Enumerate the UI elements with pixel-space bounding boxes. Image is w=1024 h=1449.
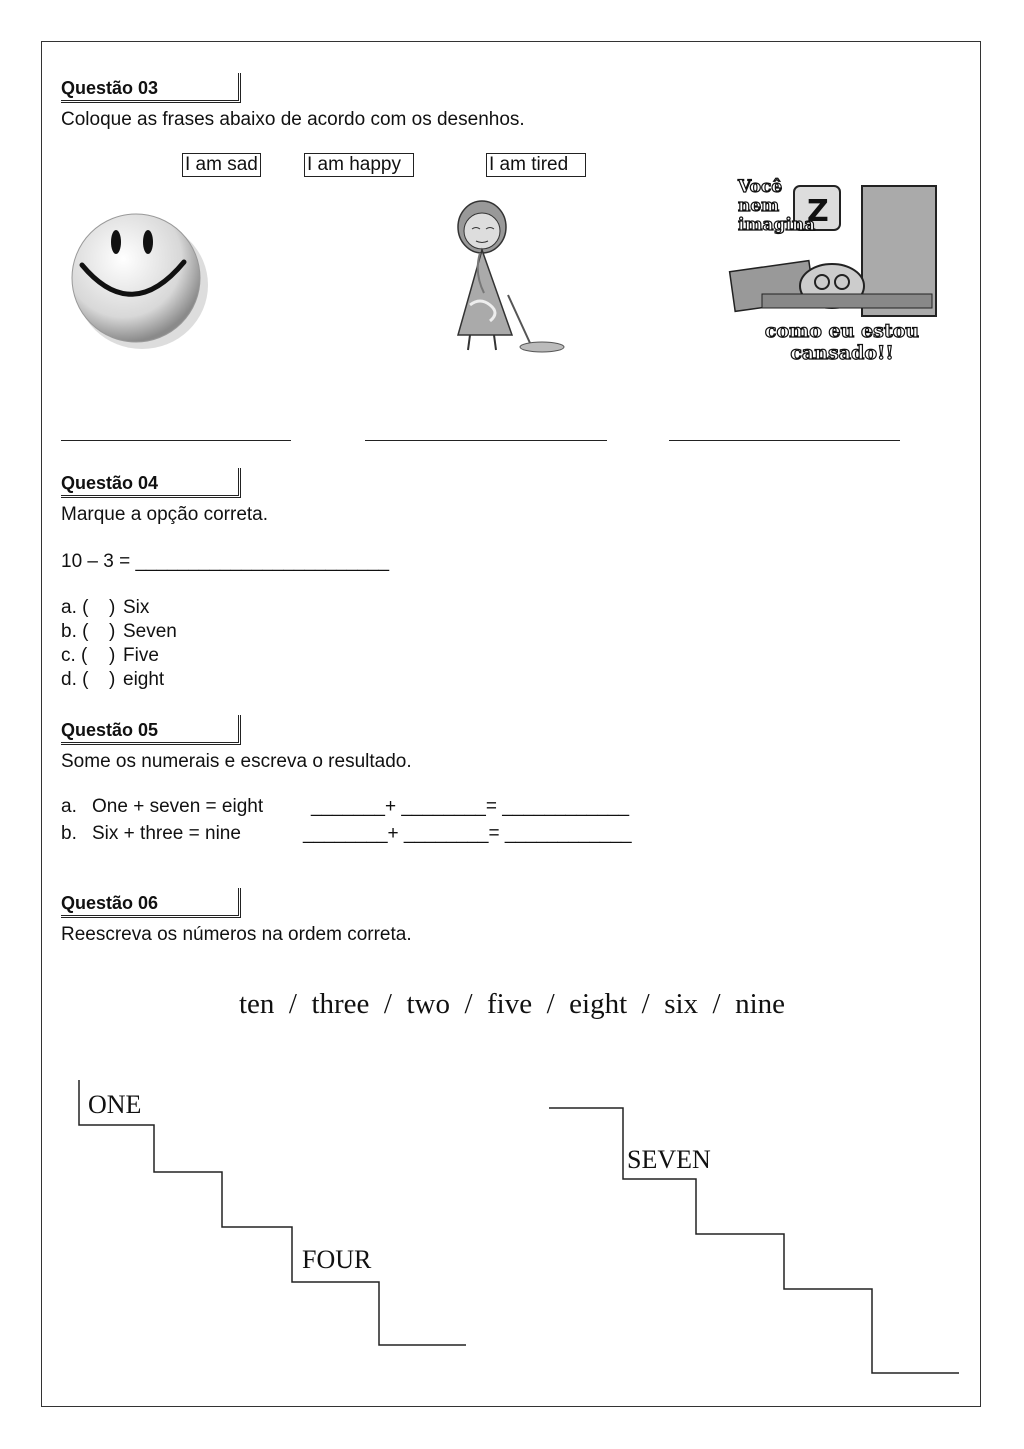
question-04-options (61, 596, 177, 692)
right-staircase (545, 1100, 965, 1380)
option-happy: I am happy (304, 153, 414, 177)
question-03-label: Questão 03 (61, 73, 241, 103)
question-06-label: Questão 06 (61, 888, 241, 918)
sum-item-a-text: One + seven = eight (92, 796, 264, 817)
option-b-close: ) (109, 621, 116, 642)
option-d-close: ) (109, 669, 116, 690)
option-a-text: Six (123, 597, 150, 618)
question-05-instruction: Some os numerais e escreva o resultado. (61, 751, 412, 772)
sum-item-a-prefix: a. (61, 796, 77, 817)
option-sad: I am sad (182, 153, 261, 177)
option-a-close: ) (109, 597, 116, 618)
option-c-letter: c. ( (61, 645, 88, 666)
question-04-equation: 10 – 3 = ________________________ (61, 551, 390, 572)
option-c[interactable] (61, 644, 177, 668)
question-06-instruction: Reescreva os números na ordem correta. (61, 924, 412, 945)
cartoon-text-line3: imagina (738, 215, 816, 235)
question-04-instruction: Marque a opção correta. (61, 504, 269, 525)
sad-girl-image (420, 195, 570, 355)
option-c-close: ) (109, 645, 116, 666)
stair-step-four: FOUR (302, 1245, 372, 1274)
option-d-letter: d. ( (61, 669, 89, 690)
sum-item-b-text: Six + three = nine (92, 823, 241, 844)
smiley-face-image (62, 210, 212, 350)
question-04-label: Questão 04 (61, 468, 241, 498)
cartoon-text-line1: Você (738, 177, 783, 197)
stair-step-one: ONE (88, 1090, 142, 1119)
cartoon-text-bottom1: como eu estou (764, 320, 920, 342)
option-c-text: Five (123, 645, 159, 666)
sum-item-b-prefix: b. (61, 823, 77, 844)
option-a-letter: a. ( (61, 597, 89, 618)
stair-step-seven: SEVEN (627, 1145, 711, 1174)
answer-line-1[interactable] (61, 440, 291, 441)
option-tired: I am tired (486, 153, 586, 177)
answer-line-2[interactable] (365, 440, 607, 441)
option-d-text: eight (123, 669, 165, 690)
question-05-label: Questão 05 (61, 715, 241, 745)
question-03-instruction: Coloque as frases abaixo de acordo com os desenhos. (61, 109, 525, 130)
option-b[interactable] (61, 620, 177, 644)
sum-item-a-blank[interactable]: _______+ ________= ____________ (311, 796, 630, 817)
cartoon-text-bottom2: cansado!! (790, 342, 894, 364)
option-d[interactable] (61, 668, 177, 692)
svg-text:Z: Z (807, 194, 829, 229)
tired-cartoon-image (722, 176, 958, 372)
option-a[interactable] (61, 596, 177, 620)
option-b-text: Seven (123, 621, 177, 642)
answer-line-3[interactable] (669, 440, 900, 441)
sum-item-b-blank[interactable]: ________+ ________= ____________ (303, 823, 632, 844)
number-words-list: ten / three / two / five / eight / six / nine (238, 988, 786, 1020)
option-b-letter: b. ( (61, 621, 89, 642)
cartoon-text-line2: nem (738, 196, 780, 216)
